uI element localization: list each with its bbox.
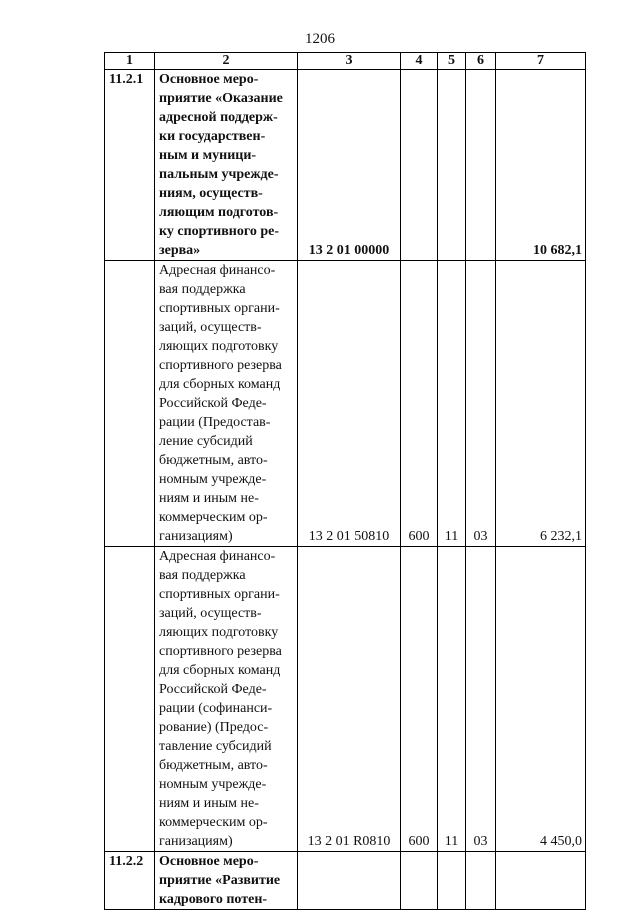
column-header: 7 [496,53,586,70]
column-header: 2 [155,53,298,70]
row-description: Адресная финансо- вая поддержка спортивных органи- заций, осуществ- ляющих подготовку спортивного резерва для сборных команд Российской Феде- рации (Предостав- ление субсидий бюджетным, авто- номным учрежде- ниям и иным не- коммерческим ор- ганизациям) [155,261,298,547]
table-row [105,547,586,852]
row-vr [401,852,438,910]
budget-table [104,52,586,910]
column-header: 1 [105,53,155,70]
row-amount: 6 232,1 [496,261,586,547]
row-amount: 4 450,0 [496,547,586,852]
row-number: 11.2.2 [105,852,155,910]
row-vr: 600 [401,547,438,852]
row-description: Адресная финансо- вая поддержка спортивных органи- заций, осуществ- ляющих подготовку спортивного резерва для сборных команд Российской Феде- рации (софинанси- рование) (Предос- тавление субсидий бюджетным, авто- номным учрежде- ниям и иным не- коммерческим ор- ганизациям) [155,547,298,852]
row-rz: 11 [438,547,466,852]
row-rz [438,852,466,910]
row-code: 13 2 01 00000 [298,70,401,261]
header-row [105,53,586,70]
row-rz: 11 [438,261,466,547]
column-header: 3 [298,53,401,70]
row-code [298,852,401,910]
table-row [105,261,586,547]
row-code: 13 2 01 50810 [298,261,401,547]
row-vr [401,70,438,261]
row-number [105,261,155,547]
row-vr: 600 [401,261,438,547]
row-number [105,547,155,852]
row-amount [496,852,586,910]
row-rz [438,70,466,261]
row-pr [466,70,496,261]
row-pr [466,852,496,910]
row-amount: 10 682,1 [496,70,586,261]
page-number: 1206 [305,31,335,47]
table-row [105,852,586,910]
row-description: Основное меро- приятие «Развитие кадрового потен- [155,852,298,910]
column-header: 4 [401,53,438,70]
column-header: 5 [438,53,466,70]
table-row [105,70,586,261]
row-description: Основное меро- приятие «Оказание адресной поддерж- ки государствен- ным и муници- пальным учрежде- ниям, осуществ- ляющим подготов- ку спортивного ре- зерва» [155,70,298,261]
column-header: 6 [466,53,496,70]
row-pr: 03 [466,261,496,547]
row-code: 13 2 01 R0810 [298,547,401,852]
row-number: 11.2.1 [105,70,155,261]
row-pr: 03 [466,547,496,852]
